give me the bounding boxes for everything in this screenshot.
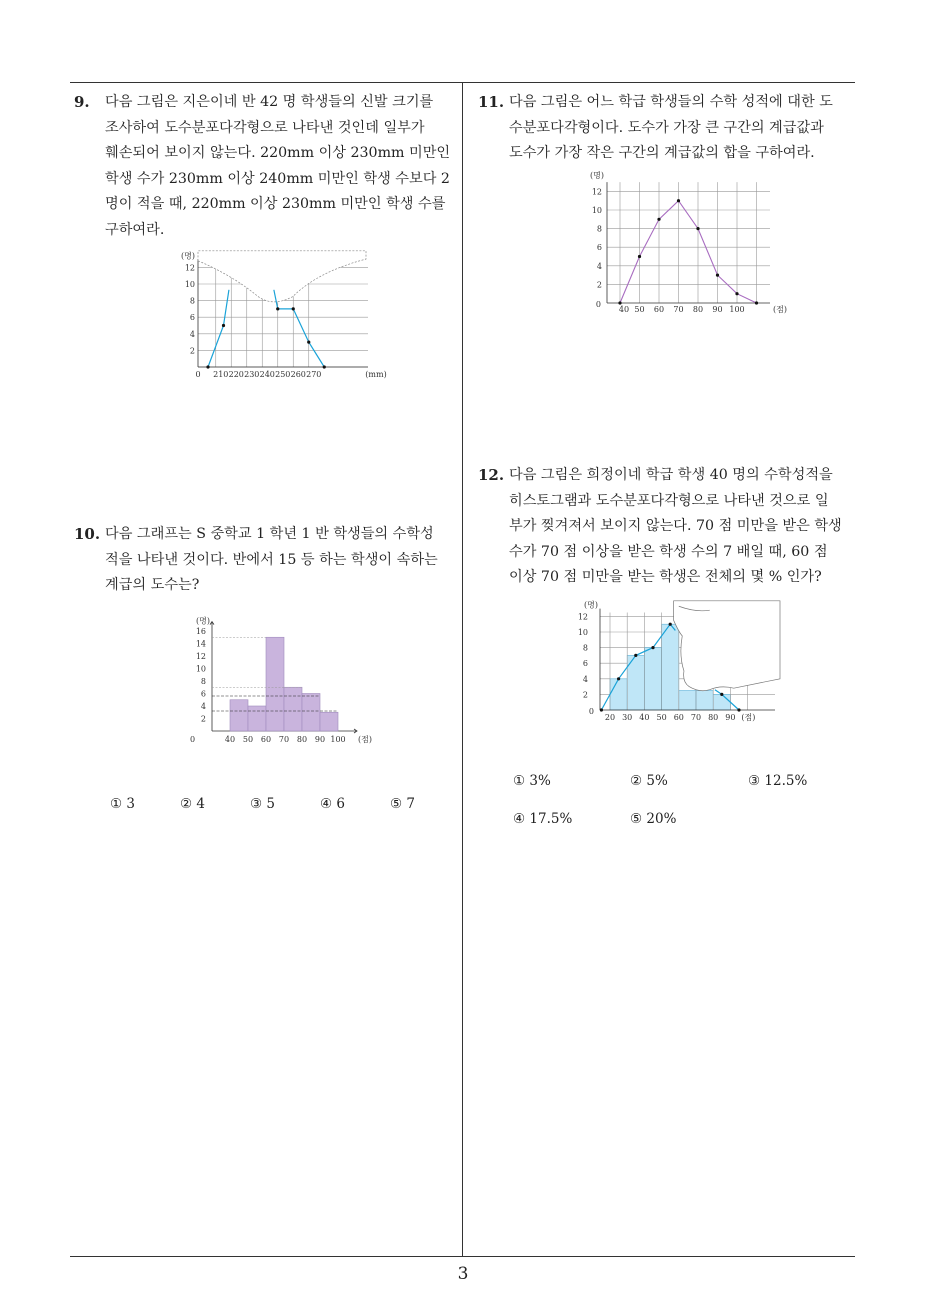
y-axis-label: (명)	[181, 251, 195, 261]
shoe-size-polygon-chart	[170, 250, 390, 385]
data-point	[617, 677, 620, 680]
data-point	[720, 693, 723, 696]
data-point	[677, 199, 680, 202]
x-tick-label: 60	[260, 735, 272, 744]
data-point	[206, 365, 209, 368]
y-tick-label: 16	[195, 627, 206, 636]
y-tick-label: 12	[184, 263, 195, 273]
series-line	[620, 201, 757, 303]
x-axis-label: (점)	[358, 735, 372, 744]
problem-text: 다음 그래프는 S 중학교 1 학년 1 반 학생들의 수학성 적을 나타낸 것이다. 반에서 15 등 하는 학생이 속하는 계급의 도수는?	[105, 526, 438, 593]
data-point	[696, 227, 699, 230]
x-tick-label: 250	[275, 370, 291, 379]
data-point	[716, 274, 719, 277]
y-tick-label: 10	[184, 280, 195, 289]
choice-1[interactable]: ① 3	[110, 796, 135, 812]
data-point	[292, 307, 295, 310]
x-tick-label: 100	[330, 735, 346, 744]
x-tick-label: 20	[604, 713, 616, 722]
data-point	[323, 365, 326, 368]
x-tick-label: 230	[244, 370, 260, 379]
histogram-bar	[610, 679, 627, 710]
x-tick-label: 210	[213, 370, 229, 379]
y-tick-label: 14	[195, 639, 206, 649]
histogram-bar	[320, 712, 338, 731]
problem-text: 다음 그림은 어느 학급 학생들의 수학 성적에 대한 도 수분포다각형이다. 도수가 가장 큰 구간의 계급값과 도수가 가장 작은 구간의 계급값의 합을 구하여라.	[509, 94, 833, 161]
y-tick-label: 4	[582, 674, 588, 684]
torn-edge	[198, 251, 366, 302]
data-point	[657, 218, 660, 221]
histogram-bar	[713, 694, 730, 710]
problem-text: 다음 그림은 지은이네 반 42 명 학생들의 신발 크기를 조사하여 도수분포다각형으로 나타낸 것인데 일부가 훼손되어 보이지 않는다. 220mm 이상 230mm 미만인 학생 수가 230mm 이상 240mm 미만인 학생 수보다 2 명이 적을 때, 220mm 이상 230mm 미만인 학생 수를 구하여라.	[105, 94, 451, 238]
y-tick-label: 2	[582, 690, 588, 700]
x-tick-label: 50	[656, 713, 667, 722]
data-point	[600, 708, 603, 711]
y-tick-label: 6	[200, 689, 206, 699]
problem-number: 11.	[478, 93, 505, 111]
x-tick-label: 40	[224, 735, 236, 744]
choice-3[interactable]: ③ 5	[250, 796, 275, 812]
x-tick-label: 80	[708, 713, 719, 722]
origin-label: 0	[190, 735, 196, 744]
y-tick-label: 4	[596, 261, 602, 271]
y-tick-label: 12	[577, 612, 588, 622]
x-tick-label: 70	[673, 305, 684, 314]
data-point	[276, 307, 279, 310]
origin-label: 0	[595, 300, 601, 309]
problem-number: 10.	[74, 525, 101, 543]
y-tick-label: 12	[195, 652, 206, 661]
x-tick-label: 260	[290, 370, 306, 379]
x-tick-label: 80	[296, 735, 308, 744]
series-line	[274, 290, 324, 367]
math-score-histogram	[180, 605, 380, 750]
data-point	[651, 646, 654, 649]
histogram-bar	[302, 694, 320, 732]
data-point	[634, 654, 637, 657]
y-tick-label: 4	[189, 329, 195, 339]
choice-2[interactable]: ② 5%	[630, 773, 668, 789]
histogram-bar	[644, 648, 661, 710]
y-tick-label: 10	[577, 628, 588, 637]
y-tick-label: 6	[596, 243, 602, 253]
y-tick-label: 8	[200, 677, 206, 686]
x-tick-label: 70	[278, 735, 290, 744]
x-axis-label: (점)	[773, 305, 787, 314]
y-tick-label: 10	[195, 664, 206, 674]
y-tick-label: 4	[200, 702, 206, 711]
problem-11	[478, 90, 863, 167]
x-tick-label: 270	[306, 370, 322, 379]
data-point	[755, 301, 758, 304]
x-axis-label: (점)	[741, 713, 756, 722]
choice-5[interactable]: ⑤ 20%	[630, 811, 677, 827]
histogram-bar	[662, 624, 679, 710]
x-tick-label: 70	[690, 713, 702, 722]
y-axis-label: (명)	[584, 600, 598, 610]
histogram-bar	[679, 691, 696, 711]
x-tick-label: 80	[692, 305, 704, 314]
problem-12	[478, 463, 863, 591]
x-tick-label: 90	[314, 735, 326, 744]
y-tick-label: 8	[582, 643, 588, 653]
x-tick-label: 90	[712, 305, 723, 314]
x-tick-label: 220	[228, 370, 244, 379]
histogram-bar	[696, 691, 713, 711]
choice-3[interactable]: ③ 12.5%	[748, 773, 808, 789]
y-tick-label: 12	[591, 187, 602, 197]
x-tick-label: 90	[725, 713, 736, 722]
bottom-rule	[70, 1256, 855, 1257]
y-tick-label: 6	[582, 659, 588, 669]
torn-histogram-polygon-chart	[570, 597, 800, 732]
y-tick-label: 8	[189, 296, 195, 306]
x-tick-label: 60	[653, 305, 665, 314]
problem-number: 9.	[74, 93, 90, 111]
choice-5[interactable]: ⑤ 7	[390, 796, 415, 812]
x-tick-label: 100	[729, 305, 745, 314]
choice-1[interactable]: ① 3%	[513, 773, 551, 789]
y-tick-label: 6	[189, 313, 195, 323]
y-tick-label: 2	[189, 346, 195, 356]
problem-10	[74, 522, 459, 599]
center-divider	[462, 82, 463, 1257]
histogram-bar	[266, 637, 284, 731]
y-tick-label: 8	[596, 224, 602, 234]
histogram-bar	[248, 706, 266, 731]
choice-4[interactable]: ④ 17.5%	[513, 811, 573, 827]
y-tick-label: 2	[596, 280, 602, 290]
histogram-bar	[230, 700, 248, 731]
x-tick-label: 0	[195, 370, 201, 379]
choice-4[interactable]: ④ 6	[320, 796, 345, 812]
data-point	[735, 292, 738, 295]
data-point	[307, 341, 310, 344]
data-point	[222, 324, 225, 327]
choice-2[interactable]: ② 4	[180, 796, 205, 812]
y-axis-label: (명)	[590, 171, 604, 181]
x-axis-label: (mm)	[365, 370, 387, 379]
data-point	[737, 708, 740, 711]
origin-label: 0	[588, 707, 594, 716]
y-tick-label: 2	[200, 714, 206, 724]
x-tick-label: 30	[622, 713, 633, 722]
x-tick-label: 240	[259, 370, 275, 379]
page-number: 3	[457, 1264, 469, 1284]
histogram-bar	[284, 687, 302, 731]
x-tick-label: 40	[618, 305, 630, 314]
torn-edge	[674, 601, 780, 691]
x-tick-label: 60	[673, 713, 684, 722]
x-tick-label: 50	[242, 735, 254, 744]
x-tick-label: 40	[639, 713, 650, 722]
y-tick-label: 10	[591, 206, 602, 215]
problem-9	[74, 90, 459, 243]
y-axis-label: (명)	[196, 616, 210, 626]
x-tick-label: 50	[634, 305, 645, 314]
math-score-polygon-chart	[585, 171, 810, 320]
series-line	[208, 290, 229, 367]
data-point	[638, 255, 641, 258]
problem-number: 12.	[478, 466, 505, 484]
problem-text: 다음 그림은 희정이네 학급 학생 40 명의 수학성적을 히스토그램과 도수분포다각형으로 나타낸 것으로 일 부가 찢겨져서 보이지 않는다. 70 점 미만을 받은 학생 수가 70 점 이상을 받은 학생 수의 7 배일 때, 60 점 이상 70 점 미만을 받는 학생은 전체의 몇 % 인가?	[509, 467, 842, 585]
data-point	[669, 623, 672, 626]
